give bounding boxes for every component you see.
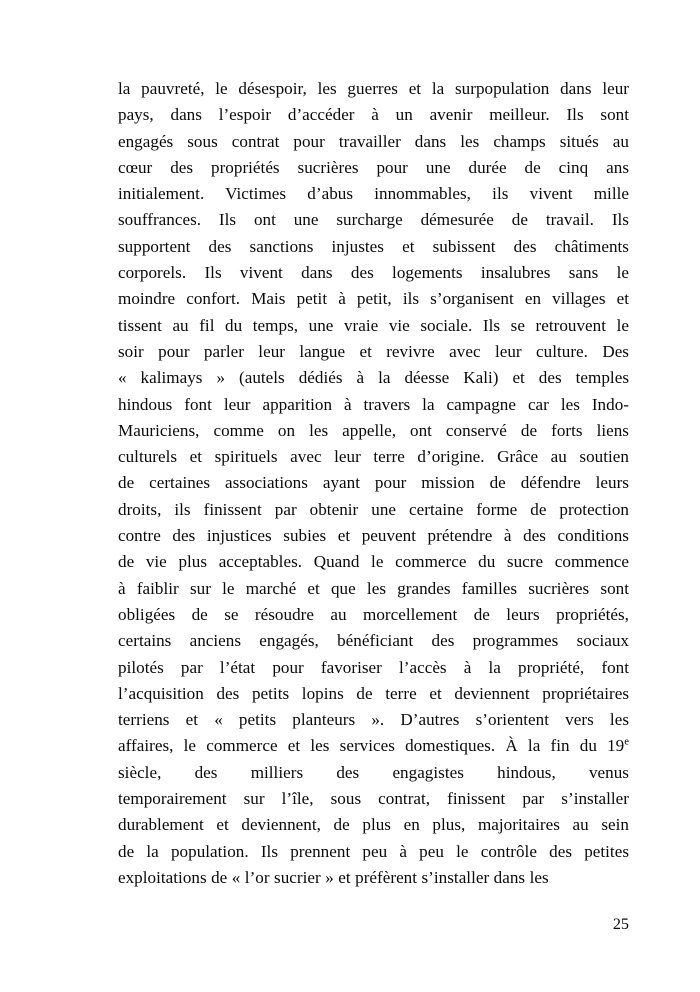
text-line: hindous font leur apparition à travers la campagne car les Indo- bbox=[118, 394, 629, 414]
text-line: obligées de se résoudre au morcellement de leurs propriétés, bbox=[118, 604, 629, 624]
text-line: durablement et deviennent, de plus en plus, majoritaires au sein bbox=[118, 815, 629, 835]
text-line: droits, ils finissent par obtenir une certaine forme de protection bbox=[118, 499, 629, 519]
text-line: souffrances. Ils ont une surcharge démesurée de travail. Ils bbox=[118, 210, 629, 230]
text-line: « kalimays » (autels dédiés à la déesse Kali) et des temples bbox=[118, 368, 629, 388]
text-line: pilotés par l’état pour favoriser l’accès à la propriété, font bbox=[118, 657, 629, 677]
text-line: corporels. Ils vivent dans des logements insalubres sans le bbox=[118, 263, 629, 283]
page-number: 25 bbox=[612, 915, 629, 933]
text-line: à faiblir sur le marché et que les grandes familles sucrières sont bbox=[118, 578, 629, 598]
ordinal-suffix: e bbox=[624, 736, 629, 748]
text-line: pays, dans l’espoir d’accéder à un avenir meilleur. Ils sont bbox=[118, 105, 629, 125]
text-line: engagés sous contrat pour travailler dans les champs situés au bbox=[118, 131, 629, 151]
text-line: supportent des sanctions injustes et subissent des châtiments bbox=[118, 236, 629, 256]
text-line-segment: affaires, le commerce et les services domestiques. À la fin du 19 bbox=[118, 736, 625, 756]
text-line: cœur des propriétés sucrières pour une durée de cinq ans bbox=[118, 157, 629, 177]
text-line: de certaines associations ayant pour mission de défendre leurs bbox=[118, 473, 629, 493]
body-paragraph bbox=[118, 76, 629, 891]
text-line: soir pour parler leur langue et revivre avec leur culture. Des bbox=[118, 341, 629, 361]
text-line: la pauvreté, le désespoir, les guerres et la surpopulation dans leur bbox=[118, 79, 629, 98]
text-line: siècle, des milliers des engagistes hindous, venus bbox=[118, 762, 629, 782]
text-line: culturels et spirituels avec leur terre d’origine. Grâce au soutien bbox=[118, 447, 629, 467]
text-line: moindre confort. Mais petit à petit, ils s’organisent en villages et bbox=[118, 289, 629, 309]
text-line: de la population. Ils prennent peu à peu le contrôle des petites bbox=[118, 841, 629, 861]
text-line: exploitations de « l’or sucrier » et préfèrent s’installer dans les bbox=[118, 867, 549, 887]
text-line: Mauriciens, comme on les appelle, ont conservé de forts liens bbox=[118, 420, 629, 440]
text-line: tissent au fil du temps, une vraie vie sociale. Ils se retrouvent le bbox=[118, 315, 629, 335]
text-line: terriens et « petits planteurs ». D’autres s’orientent vers les bbox=[118, 710, 629, 730]
body-text-block bbox=[118, 76, 629, 891]
text-line: certains anciens engagés, bénéficiant des programmes sociaux bbox=[118, 631, 629, 651]
text-line: contre des injustices subies et peuvent prétendre à des conditions bbox=[118, 526, 629, 546]
text-line-with-ordinal bbox=[118, 733, 629, 759]
text-line: de vie plus acceptables. Quand le commerce du sucre commence bbox=[118, 552, 629, 572]
text-line: initialement. Victimes d’abus innommables, ils vivent mille bbox=[118, 184, 629, 204]
text-line: l’acquisition des petits lopins de terre et deviennent propriétaires bbox=[118, 683, 629, 703]
text-line: temporairement sur l’île, sous contrat, finissent par s’installer bbox=[118, 789, 629, 809]
